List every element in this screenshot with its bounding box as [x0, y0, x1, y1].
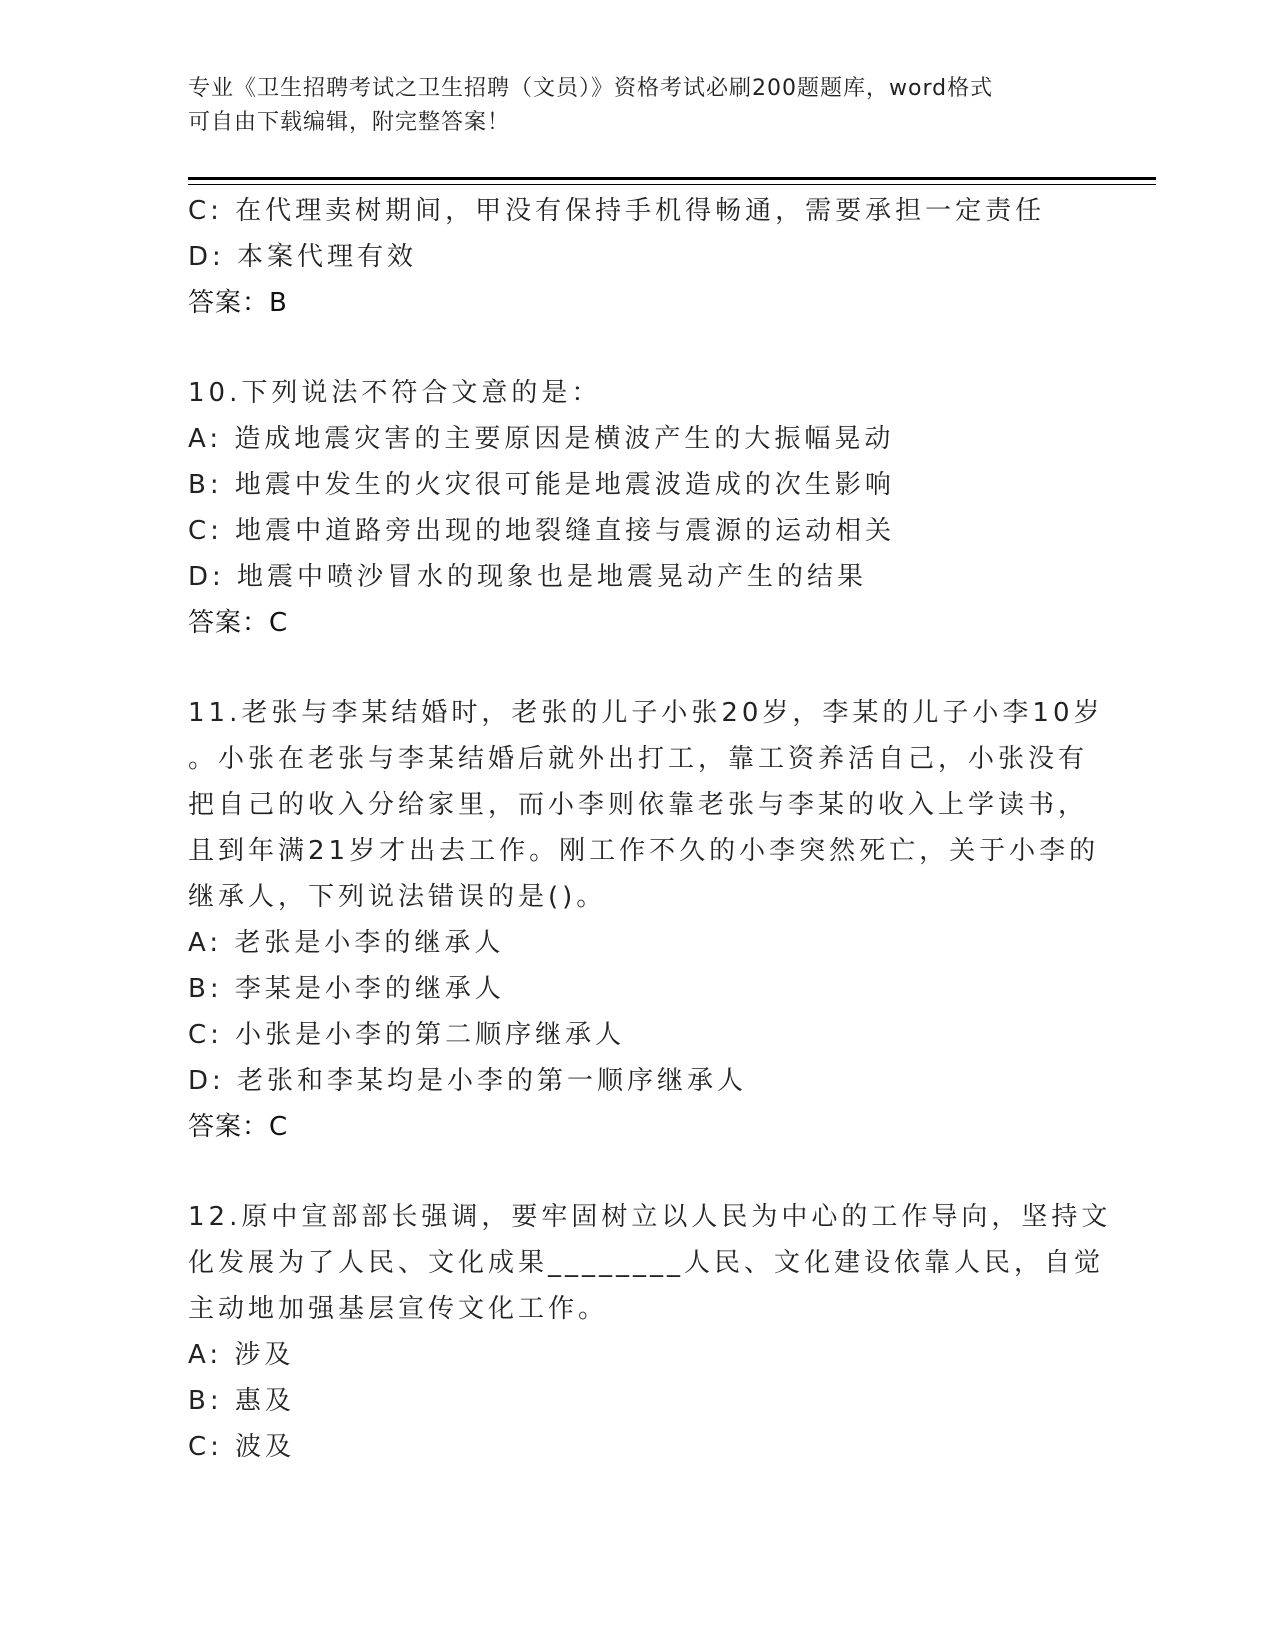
question-stem-line: 继承人，下列说法错误的是()。 [188, 882, 607, 912]
option-c: C: 小张是小李的第二顺序继承人 [188, 1020, 626, 1050]
option-d: D: 地震中喷沙冒水的现象也是地震晃动产生的结果 [188, 562, 868, 592]
question-12 [188, 1194, 1112, 1470]
spacer [188, 326, 1088, 370]
page-header [188, 72, 1088, 140]
option-d: D: 老张和李某均是小李的第一顺序继承人 [188, 1066, 748, 1096]
option-b: B: 李某是小李的继承人 [188, 974, 505, 1004]
question-stem: 10.下列说法不符合文意的是： [188, 378, 602, 408]
option-c: C: 在代理卖树期间，甲没有保持手机得畅通，需要承担一定责任 [188, 196, 1046, 226]
option-a: A: 造成地震灾害的主要原因是横波产生的大振幅晃动 [188, 424, 895, 454]
spacer [188, 646, 1088, 690]
option-a: A: 涉及 [188, 1340, 295, 1370]
header-title-line-1: 专业《卫生招聘考试之卫生招聘（文员）》资格考试必刷200题题库，word格式 [188, 76, 994, 101]
header-divider-thick [188, 177, 1156, 180]
question-stem-line: 11.老张与李某结婚时，老张的儿子小张20岁，李某的儿子小李10岁 [188, 698, 1104, 728]
question-list [188, 188, 1112, 1470]
spacer [188, 1150, 1088, 1194]
option-b: B: 地震中发生的火灾很可能是地震波造成的次生影响 [188, 470, 895, 500]
question-stem-line: 把自己的收入分给家里，而小李则依靠老张与李某的收入上学读书， [188, 790, 1089, 820]
option-a: A: 老张是小李的继承人 [188, 928, 505, 958]
question-stem-line: 12.原中宣部部长强调，要牢固树立以人民为中心的工作导向，坚持文 [188, 1202, 1112, 1232]
option-c: C: 波及 [188, 1432, 296, 1462]
answer-line: 答案：C [188, 1112, 289, 1142]
question-stem-line: 化发展为了人民、文化成果________人民、文化建设依靠人民，自觉 [188, 1248, 1105, 1278]
question-9-continuation [188, 188, 1088, 326]
option-b: B: 惠及 [188, 1386, 295, 1416]
header-divider-thin [188, 184, 1156, 185]
question-10 [188, 370, 1088, 646]
question-11 [188, 690, 1104, 1150]
question-stem-line: 且到年满21岁才出去工作。刚工作不久的小李突然死亡，关于小李的 [188, 836, 1100, 866]
option-c: C: 地震中道路旁出现的地裂缝直接与震源的运动相关 [188, 516, 896, 546]
answer-line: 答案：C [188, 608, 289, 638]
question-stem-line: 。小张在老张与李某结婚后就外出打工，靠工资养活自己，小张没有 [188, 744, 1089, 774]
question-stem-line: 主动地加强基层宣传文化工作。 [188, 1294, 609, 1324]
answer-line: 答案：B [188, 288, 288, 318]
option-d: D: 本案代理有效 [188, 242, 418, 272]
header-title-line-2: 可自由下载编辑，附完整答案！ [188, 110, 511, 135]
